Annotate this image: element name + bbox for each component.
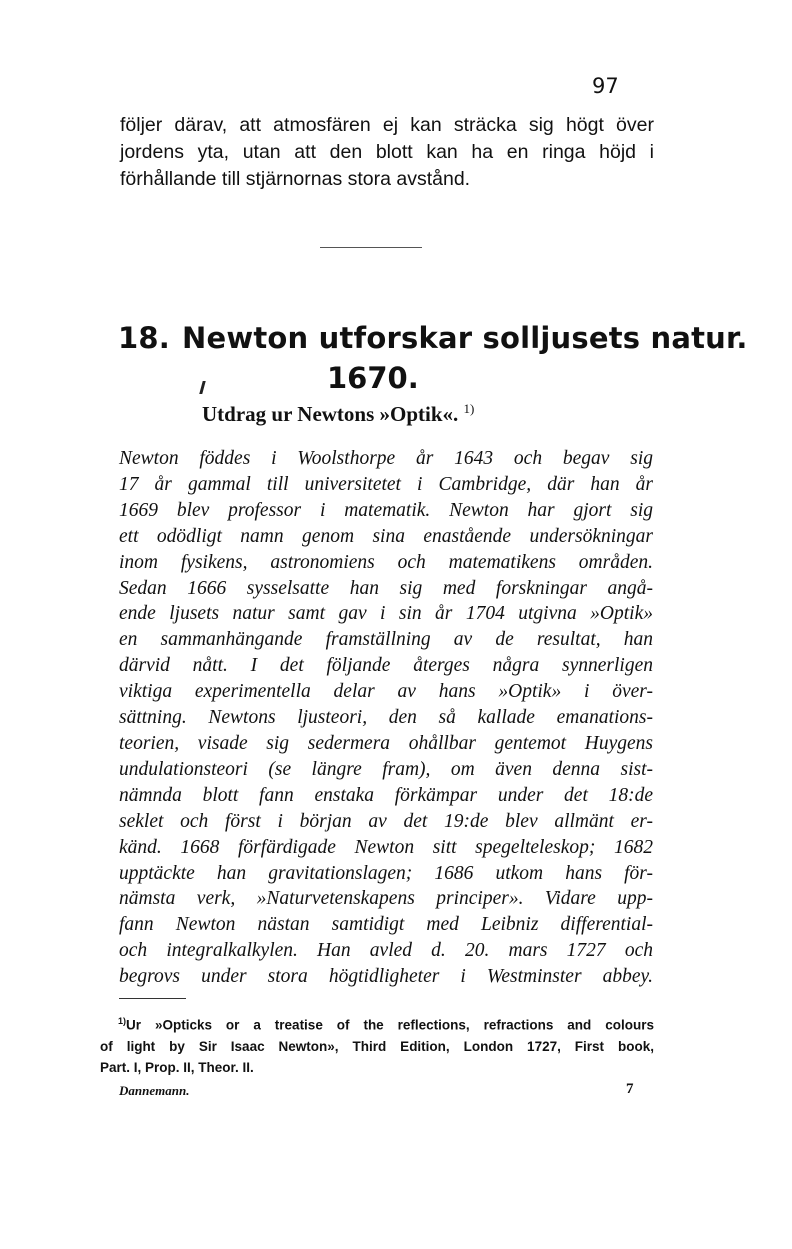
section-subtitle: Utdrag ur Newtons »Optik«. bbox=[202, 402, 459, 426]
intro-paragraph bbox=[120, 112, 654, 193]
footnote-text-1: Ur »Opticks or a treatise of the reflections, refractions and colours bbox=[126, 1017, 654, 1033]
body-line: en sammanhängande framställning av de resultat, han bbox=[119, 629, 653, 651]
biography-paragraph bbox=[119, 446, 653, 990]
body-line: ett odödligt namn genom sina enastående undersökningar bbox=[119, 525, 653, 547]
intro-line: förhållande till stjärnornas stora avstånd. bbox=[120, 168, 471, 190]
signature-author: Dannemann. bbox=[119, 1083, 190, 1098]
section-number: 18. bbox=[118, 321, 170, 355]
body-line: teorien, visade sig sedermera ohållbar gentemot Huygens bbox=[119, 732, 653, 754]
body-line: därvid nått. I det följande återges några synnerligen bbox=[119, 655, 653, 677]
body-line: seklet och först i början av det 19:de blev allmänt er- bbox=[119, 810, 653, 832]
body-line: ende ljusets natur samt gav i sin år 1704 utgivna »Optik» bbox=[119, 603, 653, 625]
section-divider bbox=[320, 247, 422, 248]
page-number: 97 bbox=[592, 74, 619, 98]
footnote bbox=[100, 1011, 654, 1078]
body-line: nämsta verk, »Naturvetenskapens principer». Vidare upp- bbox=[119, 888, 653, 910]
body-line: Sedan 1666 sysselsatte han sig med forskningar angå- bbox=[119, 577, 653, 599]
body-line: känd. 1668 förfärdigade Newton sitt spegelteleskop; 1682 bbox=[119, 836, 653, 858]
body-line: 1669 blev professor i matematik. Newton har gjort sig bbox=[119, 499, 653, 521]
body-line: undulationsteori (se längre fram), om även denna sist- bbox=[119, 758, 653, 780]
body-line: begrovs under stora högtidligheter i Westminster abbey. bbox=[119, 966, 653, 988]
body-line: sättning. Newtons ljusteori, den så kallade emanations- bbox=[119, 707, 653, 729]
body-line: och integralkalkylen. Han avled d. 20. mars 1727 och bbox=[119, 940, 653, 962]
body-line: 17 år gammal till universitetet i Cambridge, där han år bbox=[119, 473, 653, 495]
body-line: upptäckte han gravitationslagen; 1686 utkom hans för- bbox=[119, 862, 653, 884]
section-year: 1670. bbox=[327, 361, 419, 395]
body-line: viktiga experimentella delar av hans »Optik» i över- bbox=[119, 681, 653, 703]
footnote-mark: 1) bbox=[118, 1016, 127, 1026]
print-speck bbox=[199, 381, 205, 394]
intro-line: jordens yta, utan att den blott kan ha en ringa höjd i bbox=[120, 141, 654, 163]
footnote-line: Part. I, Prop. II, Theor. II. bbox=[100, 1059, 254, 1075]
body-line: inom fysikens, astronomiens och matematikens områden. bbox=[119, 551, 653, 573]
intro-line: följer därav, att atmosfären ej kan sträcka sig högt över bbox=[120, 114, 654, 136]
body-line: Newton föddes i Woolsthorpe år 1643 och begav sig bbox=[119, 448, 653, 469]
signature-number: 7 bbox=[626, 1081, 634, 1097]
section-subtitle-line bbox=[202, 401, 474, 427]
footnote-line bbox=[100, 1011, 654, 1036]
body-line: nämnda blott fann enstaka förkämpar under det 18:de bbox=[119, 784, 653, 806]
body-line: fann Newton nästan samtidigt med Leibniz differential- bbox=[119, 914, 653, 936]
section-heading bbox=[118, 321, 748, 355]
footnote-line: of light by Sir Isaac Newton», Third Edition, London 1727, First book, bbox=[100, 1038, 654, 1054]
footnote-rule bbox=[119, 998, 186, 999]
footnote-reference: 1) bbox=[463, 401, 475, 416]
section-title: Newton utforskar solljusets natur. bbox=[181, 321, 748, 355]
